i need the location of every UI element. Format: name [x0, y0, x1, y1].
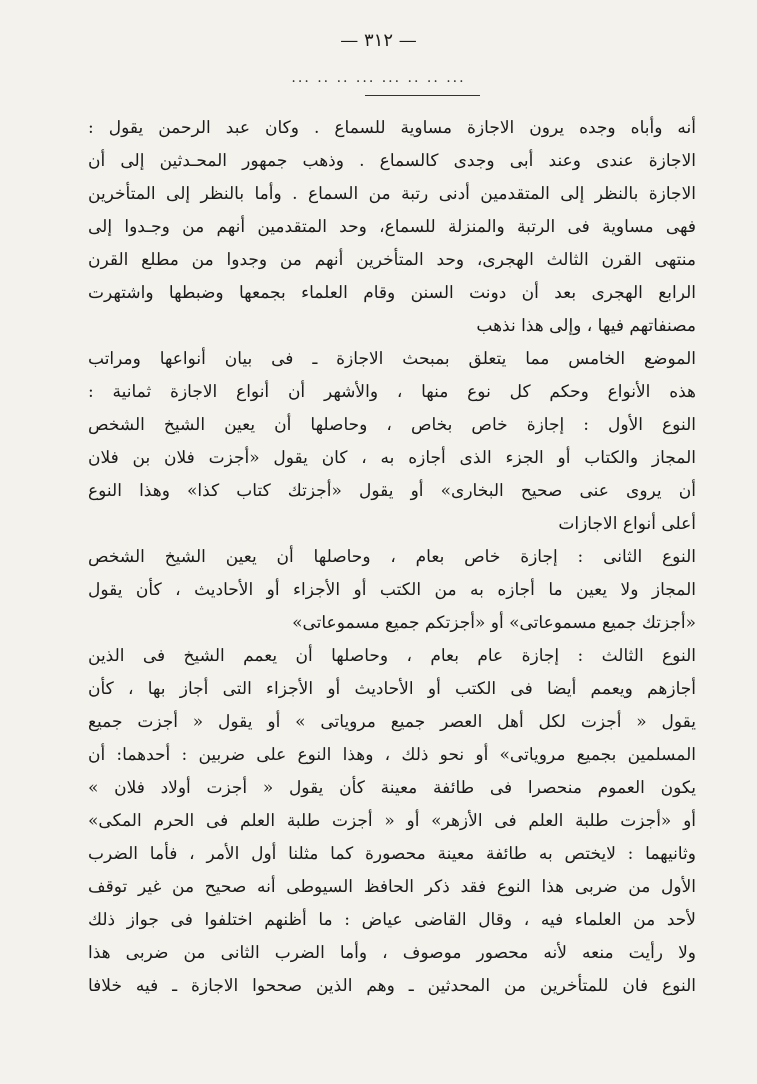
text-line: «أجزتك جميع مسموعاتى» أو «أجزتكم جميع مسموعاتى»: [292, 613, 696, 633]
text-line: أجازهم ويعمم أيضا فى الكتب أو الأحاديث أو الأجزاء التى أجاز بها ، كأن: [88, 679, 696, 699]
text-line: المجاز ولا يعين ما أجازه به من الكتب أو الأجزاء أو الأحاديث ، كأن يقول: [88, 580, 696, 600]
text-line: المسلمين بجميع مروياتى» أو نحو ذلك ، وهذا النوع على ضربين : أحدهما: أن: [88, 745, 696, 765]
text-line: أو «أجزت طلبة العلم فى الأزهر» أو « أجزت طلبة العلم فى الحرم المكى»: [88, 811, 696, 831]
text-line: هذه الأنواع وحكم كل نوع منها ، والأشهر أن أنواع الاجازة ثمانية :: [88, 382, 696, 402]
text-line: وثانيهما : لايختص به طائفة معينة محصورة كما مثلنا أول الأمر ، فأما الضرب: [88, 844, 696, 864]
page-number: — ٣١٢ —: [340, 30, 417, 51]
separator-rule: [365, 95, 480, 96]
body-text: [88, 112, 696, 1003]
text-line: النوع الأول : إجازة خاص بخاص ، وحاصلها أن يعين الشيخ الشخص: [88, 415, 696, 435]
text-line: المجاز والكتاب أو الجزء الذى أجازه به ، كان يقول «أجزت فلان بن فلان: [88, 448, 696, 468]
text-line: مصنفاتهم فيها ، وإلى هذا نذهب: [476, 316, 696, 336]
text-line: يكون العموم منحصرا فى طائفة معينة كأن يقول « أجزت أولاد فلان »: [88, 778, 696, 798]
text-line: النوع الثالث : إجازة عام بعام ، وحاصلها أن يعمم الشيخ فى الذين: [88, 646, 696, 666]
text-line: أنه وأباه وجده يرون الاجازة مساوية للسماع . وكان عبد الرحمن يقول :: [88, 118, 696, 138]
text-line: أعلى أنواع الاجازات: [558, 514, 696, 534]
text-line: النوع فان للمتأخرين من المحدثين ـ وهم الذين صححوا الاجازة ـ فيه خلافا: [88, 976, 696, 996]
text-line: أن يروى عنى صحيح البخارى» أو يقول «أجزتك كتاب كذا» وهذا النوع: [88, 481, 696, 501]
text-line: ولا رأيت منعه لأنه محصور موصوف ، وأما الضرب الثانى من ضربى هذا: [88, 943, 696, 963]
ornament-dots: ... .. .. ... ... .. .. ...: [291, 70, 466, 86]
text-line: الاجازة عندى وعند أبى وجدى كالسماع . وذهب جمهور المحـدثين إلى أن: [88, 151, 696, 171]
text-line: فهى مساوية فى الرتبة والمنزلة للسماع، وحد المتقدمين أنهم من وجـدوا إلى: [88, 217, 696, 237]
text-line: يقول « أجزت لكل أهل العصر جميع مروياتى » أو يقول « أجزت جميع: [88, 712, 696, 732]
text-line: الموضع الخامس مما يتعلق بمبحث الاجازة ـ فى بيان أنواعها ومراتب: [88, 349, 696, 369]
text-line: منتهى القرن الثالث الهجرى، وحد المتأخرين أنهم من وجدوا من مطلع القرن: [88, 250, 696, 270]
text-line: النوع الثانى : إجازة خاص بعام ، وحاصلها أن يعين الشيخ الشخص: [88, 547, 696, 567]
text-line: لأحد من العلماء فيه ، وقال القاضى عياض : ما أظنهم اختلفوا فى جواز ذلك: [88, 910, 696, 930]
text-line: الاجازة بالنظر إلى المتقدمين أدنى رتبة من السماع . وأما بالنظر إلى المتأخرين: [88, 184, 696, 204]
text-line: الرابع الهجرى بعد أن دونت السنن وقام العلماء بجمعها وضبطها واشتهرت: [88, 283, 696, 303]
text-line: الأول من ضربى هذا النوع فقد ذكر الحافظ السيوطى أنه صحيح من غير توقف: [88, 877, 696, 897]
